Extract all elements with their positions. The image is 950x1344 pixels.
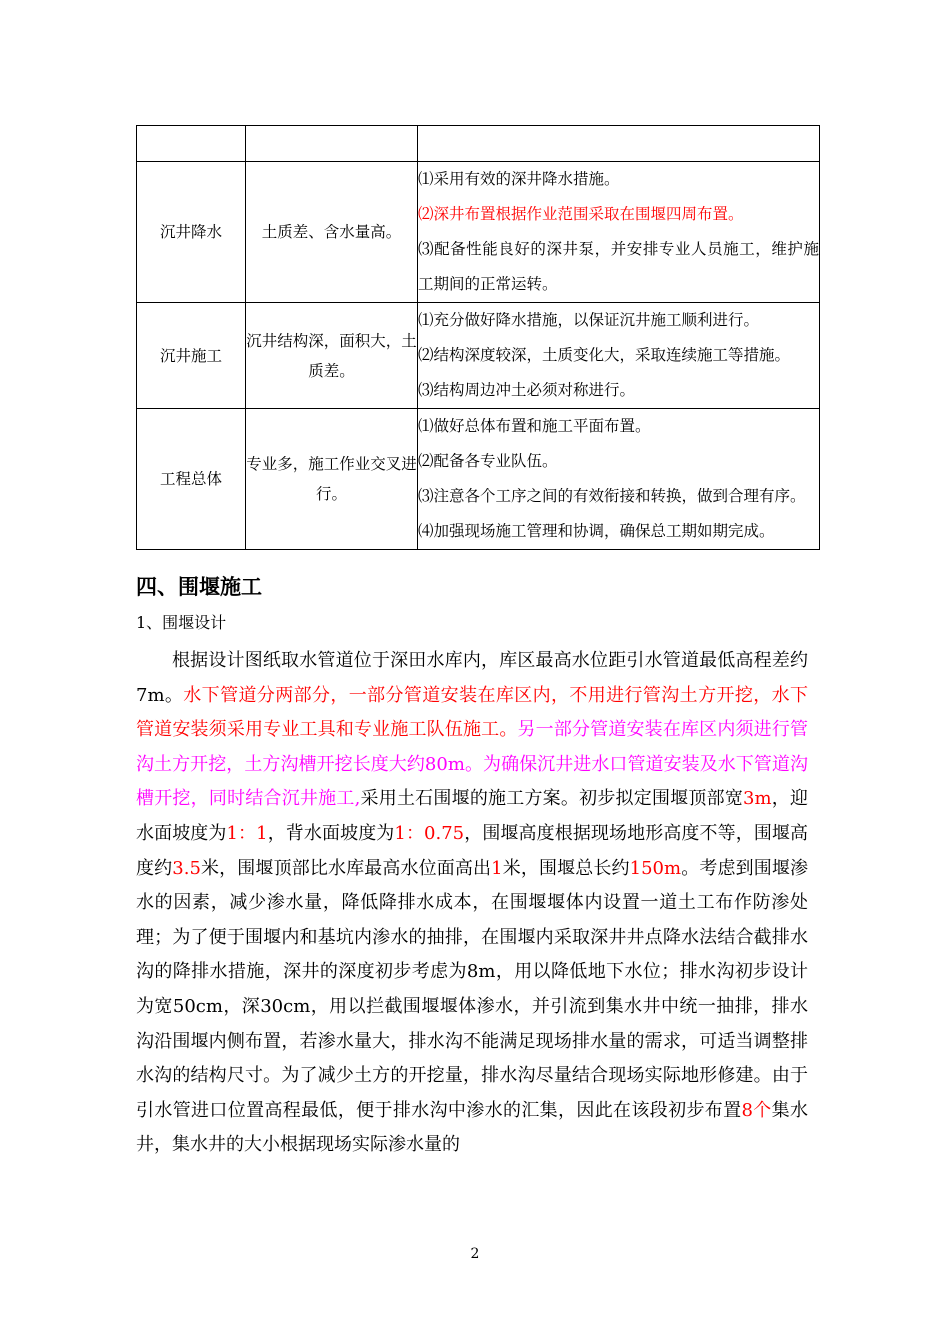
measure-item: ⑶注意各个工序之间的有效衔接和转换，做到合理有序。 [418, 487, 806, 505]
text-run: ，背水面坡度为 [267, 822, 395, 844]
measure-item: ⑵结构深度较深，土质变化大，采取连续施工等措施。 [418, 346, 791, 364]
page-number: 2 [470, 1246, 480, 1262]
measures-cell [418, 409, 820, 550]
measures-cell [418, 303, 820, 409]
text-run: 根据设计图纸取水管道位于深田水库内，库区最高水位距引水管道最低高程差约7m。 [136, 650, 808, 706]
text-run: 采用土石围堰的施工方案。初步拟定围堰顶部宽 [360, 788, 744, 810]
text-run: 1 [491, 857, 503, 879]
text-run: 3m [743, 788, 772, 810]
text-run: 。考虑到围堰渗水的因素，减少渗水量，降低降排水成本，在围堰堰体内设置一道土工布作防渗处理；为了便于围堰内和基坑内渗水的抽排，在围堰内采取深井井点降水法结合截排水沟的降排水措施，深井的深度初步考虑为8m，用以降低地下水位；排水沟初步设计为宽50cm，深30cm，用以拦截围堰堰体渗水，并引流到集水井中统一抽排，排水沟沿围堰内侧布置，若渗水量大，排水沟不能满足现场排水量的需求，可适当调整排水沟的结构尺寸。为了减少土方的开挖量，排水沟尽量结合现场实际地形修建。由于引水管进口位置高程最低，便于排水沟中渗水的汇集，因此在该段初步布置 [136, 857, 809, 1121]
measure-item: ⑵深井布置根据作业范围采取在围堰四周布置。 [418, 205, 744, 223]
cause-cell: 沉井结构深，面积大，土质差。 [246, 303, 418, 409]
category-cell: 工程总体 [137, 409, 246, 550]
measure-item: ⑴采用有效的深井降水措施。 [418, 170, 620, 188]
cause-cell: 土质差、含水量高。 [246, 162, 418, 303]
section-heading: 四、围堰施工 [136, 575, 262, 599]
table-row [137, 409, 820, 550]
text-run: 另一部分管道安装在库区内须进行管沟土方开挖，土方沟槽开挖长度大约80m。为确保沉井进水口管道安装及水下管道沟槽开挖，同时结合沉井施工, [136, 719, 808, 810]
measure-item: ⑷加强现场施工管理和协调，确保总工期如期完成。 [418, 522, 775, 540]
table-row [137, 303, 820, 409]
text-run: 米，围堰总长约 [502, 857, 630, 879]
text-run: 150m [629, 857, 682, 879]
subsection-heading: 1、围堰设计 [136, 613, 227, 632]
header-cell [137, 126, 246, 162]
header-cell [418, 126, 820, 162]
header-cell [246, 126, 418, 162]
table-header-row [137, 126, 820, 162]
text-run: 8个 [741, 1099, 772, 1121]
category-cell: 沉井降水 [137, 162, 246, 303]
text-run: 米，围堰顶部比水库最高水位面高出 [200, 857, 492, 879]
risk-measures-table [136, 125, 820, 550]
text-run: 集水井，集水井的大小根据现场实际渗水量的 [136, 1099, 809, 1156]
measure-item: ⑶配备性能良好的深井泵，并安排专业人员施工，维护施工期间的正常运转。 [418, 240, 819, 293]
paragraph [136, 644, 808, 1163]
text-run: 1：0.75 [394, 822, 465, 844]
cause-cell: 专业多，施工作业交叉进行。 [246, 409, 418, 550]
body-text [136, 644, 808, 1163]
text-run: 3.5 [172, 857, 201, 879]
text-run: ，迎水面坡度为 [136, 788, 809, 844]
text-run: 水下管道分两部分，一部分管道安装在库区内，不用进行管沟土方开挖，水下管道安装须采用专业工具和专业施工队伍施工。 [136, 684, 808, 741]
table-row [137, 162, 820, 303]
text-run: ，围堰高度根据现场地形高度不等，围堰高度约 [136, 822, 809, 879]
measure-item: ⑶结构周边冲土必须对称进行。 [418, 381, 636, 399]
measure-item: ⑴做好总体布置和施工平面布置。 [418, 417, 651, 435]
measure-item: ⑴充分做好降水措施，以保证沉井施工顺利进行。 [418, 311, 760, 329]
category-cell: 沉井施工 [137, 303, 246, 409]
measures-cell [418, 162, 820, 303]
text-run: 1：1 [226, 822, 268, 844]
measure-item: ⑵配备各专业队伍。 [418, 452, 558, 470]
